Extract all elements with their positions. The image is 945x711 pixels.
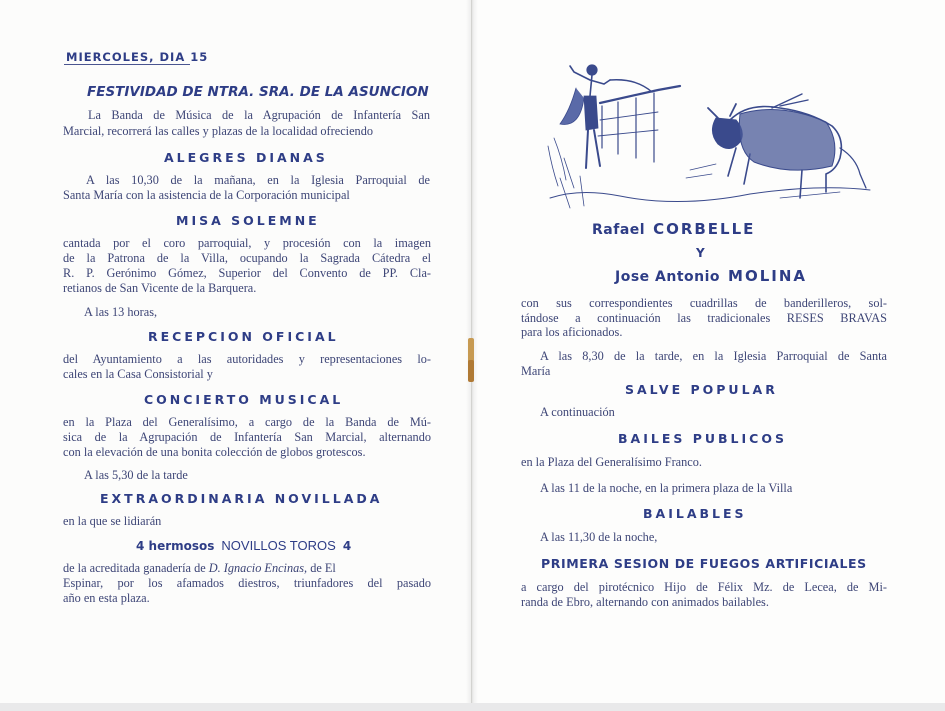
paragraph-line: A continuación xyxy=(540,405,615,419)
torero-2 xyxy=(615,267,807,286)
day-header: MIERCOLES, DIA 15 xyxy=(66,50,209,64)
ganadero-name: D. Ignacio Encinas, xyxy=(208,561,308,575)
text-fragment: de la acreditada ganadería de xyxy=(63,561,209,575)
paragraph-line: A las 13 horas, xyxy=(84,305,158,319)
torero-1 xyxy=(592,220,755,239)
day-header-underline xyxy=(64,64,190,65)
paragraph-line: de la Patrona de la Villa, ocupando la Sagrada Cátedra el xyxy=(63,251,431,265)
paragraph-line: A las 11,30 de la noche, xyxy=(540,530,658,544)
paragraph-line: en la Plaza del Generalísimo Franco. xyxy=(521,455,702,469)
novillos-main-text: NOVILLOS TOROS xyxy=(221,538,336,553)
scan-edge xyxy=(0,703,945,711)
section-heading-concierto: CONCIERTO MUSICAL xyxy=(144,392,344,407)
torero-2-last-name: MOLINA xyxy=(728,267,808,285)
staple xyxy=(468,360,474,382)
novillos-number: 4 xyxy=(342,539,352,553)
section-heading-recepcion: RECEPCION OFICIAL xyxy=(148,329,339,344)
torero-1-first-name: Rafael xyxy=(592,222,646,238)
torero-2-first-name: Jose Antonio xyxy=(615,269,721,285)
paragraph-line: año en esta plaza. xyxy=(63,591,150,605)
paragraph-line: cantada por el coro parroquial, y procesión con la imagen xyxy=(63,236,431,250)
paragraph-line: A las 11 de la noche, en la primera plaza de la Villa xyxy=(540,481,793,495)
paragraph-line: retianos de San Vicente de la Barquera. xyxy=(63,281,257,295)
paragraph-line: R. P. Gerónimo Gómez, Superior del Convento de PP. Cla- xyxy=(63,266,431,280)
paragraph-line: en la Plaza del Generalísimo, a cargo de la Banda de Mú- xyxy=(63,415,431,429)
section-heading-bailes: BAILES PUBLICOS xyxy=(618,431,787,446)
festivity-title: FESTIVIDAD DE NTRA. SRA. DE LA ASUNCION xyxy=(87,84,429,100)
paragraph-line: del Ayuntamiento a las autoridades y representaciones lo- xyxy=(63,352,431,366)
paragraph-line: con la elevación de una bonita colección de globos grotescos. xyxy=(63,445,366,459)
torero-1-last-name: CORBELLE xyxy=(653,220,756,238)
paragraph-line: con sus correspondientes cuadrillas de banderilleros, sol- xyxy=(521,296,887,310)
bullfight-illustration-icon xyxy=(540,58,880,218)
section-heading-salve: SALVE POPULAR xyxy=(625,382,778,397)
paragraph-line: Santa María con la asistencia de la Corporación municipal xyxy=(63,188,350,202)
text-fragment: de El xyxy=(307,561,336,575)
paragraph-line: cales en la Casa Consistorial y xyxy=(63,367,213,381)
paragraph-line: A las 5,30 de la tarde xyxy=(84,468,188,482)
paragraph-line: sica de la Agrupación de Infantería San Marcial, alternando xyxy=(63,430,431,444)
paragraph-line: en la que se lidiarán xyxy=(63,514,162,528)
paragraph-line: randa de Ebro, alternando con animados bailables. xyxy=(521,595,769,609)
section-heading-fuegos: PRIMERA SESION DE FUEGOS ARTIFICIALES xyxy=(541,556,867,571)
novillos-count-text: 4 hermosos xyxy=(136,539,215,553)
section-heading-misa: MISA SOLEMNE xyxy=(176,213,320,228)
paragraph-line: María xyxy=(521,364,551,378)
paragraph-line: A las 8,30 de la tarde, en la Iglesia Parroquial de Santa xyxy=(540,349,887,363)
paragraph-line: Marcial, recorrerá las calles y plazas de la localidad ofreciendo xyxy=(63,124,373,138)
paragraph-line: Espinar, por los afamados diestros, triunfadores del pasado xyxy=(63,576,431,590)
section-heading-novillada: EXTRAORDINARIA NOVILLADA xyxy=(100,491,383,506)
section-heading-bailables: BAILABLES xyxy=(643,506,747,521)
paragraph-line: La Banda de Música de la Agrupación de Infantería San xyxy=(88,108,430,122)
novillos-heading xyxy=(136,537,351,555)
paragraph-line: para los aficionados. xyxy=(521,325,623,339)
paragraph-line-ganaderia xyxy=(63,561,431,575)
section-heading-dianas: ALEGRES DIANAS xyxy=(164,150,328,165)
paragraph-line: A las 10,30 de la mañana, en la Iglesia Parroquial de xyxy=(86,173,430,187)
paragraph-line: tándose a continuación las tradicionales RESES BRAVAS xyxy=(521,311,887,325)
paragraph-line: a cargo del pirotécnico Hijo de Félix Mz. de Lecea, de Mi- xyxy=(521,580,887,594)
conjunction: Y xyxy=(696,246,705,260)
